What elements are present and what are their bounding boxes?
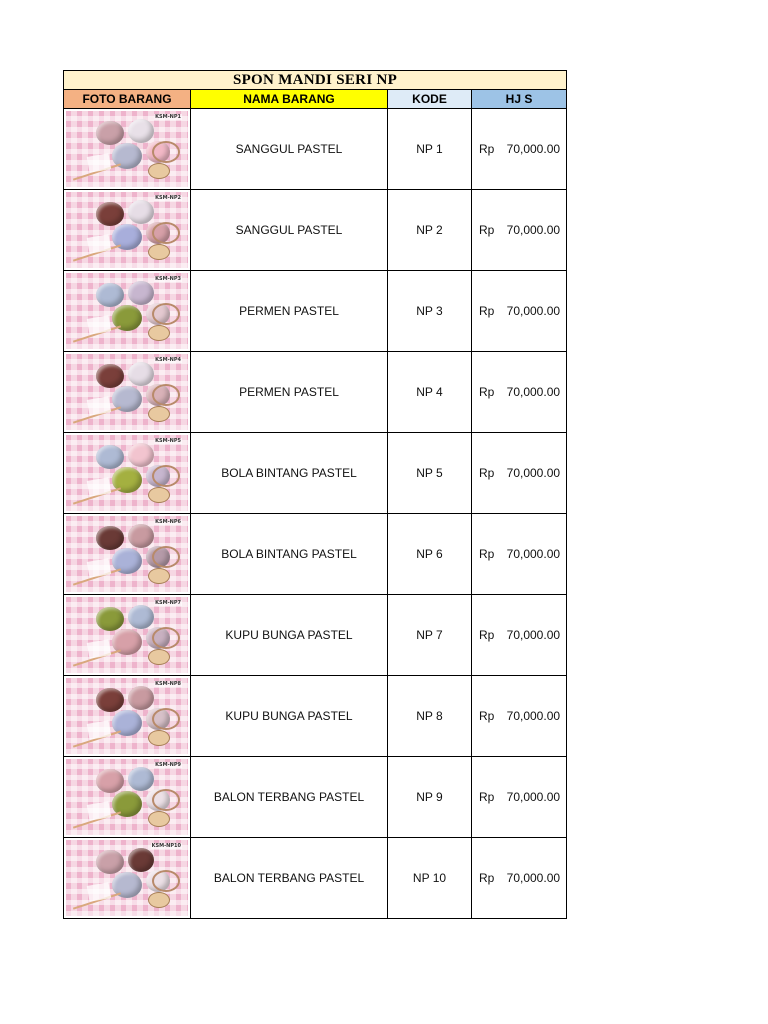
product-code-tag: KSM-NP7 bbox=[155, 600, 181, 606]
product-price bbox=[472, 676, 567, 757]
currency-label: Rp bbox=[479, 709, 495, 723]
sponge-ball-2 bbox=[128, 281, 154, 305]
label-card bbox=[148, 244, 170, 260]
product-photo-cell bbox=[64, 514, 191, 595]
product-code-tag: KSM-NP9 bbox=[155, 762, 181, 768]
product-price bbox=[472, 109, 567, 190]
sponge-ball-2 bbox=[128, 605, 154, 629]
product-photo bbox=[66, 516, 188, 592]
sponge-ball-1 bbox=[96, 850, 124, 874]
product-price bbox=[472, 514, 567, 595]
product-name: KUPU BUNGA PASTEL bbox=[191, 676, 388, 757]
product-name: PERMEN PASTEL bbox=[191, 352, 388, 433]
product-code-tag: KSM-NP8 bbox=[155, 681, 181, 687]
currency-label: Rp bbox=[479, 466, 495, 480]
table-row bbox=[64, 190, 567, 271]
product-code-tag: KSM-NP3 bbox=[155, 276, 181, 282]
sponge-ball-2 bbox=[128, 362, 154, 386]
product-code-tag: KSM-NP5 bbox=[155, 438, 181, 444]
table-row bbox=[64, 352, 567, 433]
product-photo bbox=[66, 192, 188, 268]
sponge-ball-2 bbox=[128, 524, 154, 548]
product-photo-cell bbox=[64, 595, 191, 676]
currency-label: Rp bbox=[479, 223, 495, 237]
label-card bbox=[148, 406, 170, 422]
product-photo bbox=[66, 678, 188, 754]
product-photo-cell bbox=[64, 271, 191, 352]
price-value: 70,000.00 bbox=[506, 871, 561, 885]
product-code: NP 6 bbox=[388, 514, 472, 595]
price-value: 70,000.00 bbox=[506, 385, 561, 399]
header-hj-s: HJ S bbox=[472, 90, 567, 109]
product-photo-cell bbox=[64, 433, 191, 514]
product-photo bbox=[66, 111, 188, 187]
product-price bbox=[472, 433, 567, 514]
sheet-title: SPON MANDI SERI NP bbox=[64, 71, 567, 90]
product-code: NP 8 bbox=[388, 676, 472, 757]
sponge-ball-1 bbox=[96, 769, 124, 793]
gift-bag bbox=[87, 639, 111, 659]
product-price bbox=[472, 271, 567, 352]
table-row bbox=[64, 271, 567, 352]
ring-handle bbox=[152, 870, 180, 892]
product-photo bbox=[66, 597, 188, 673]
ring-handle bbox=[152, 303, 180, 325]
ring-handle bbox=[152, 141, 180, 163]
currency-label: Rp bbox=[479, 142, 495, 156]
label-card bbox=[148, 730, 170, 746]
price-value: 70,000.00 bbox=[506, 790, 561, 804]
sponge-ball-1 bbox=[96, 445, 124, 469]
gift-bag bbox=[87, 396, 111, 416]
label-card bbox=[148, 649, 170, 665]
sponge-ball-1 bbox=[96, 688, 124, 712]
gift-bag bbox=[87, 882, 111, 902]
sponge-ball-2 bbox=[128, 767, 154, 791]
product-code: NP 3 bbox=[388, 271, 472, 352]
label-card bbox=[148, 811, 170, 827]
product-code-tag: KSM-NP2 bbox=[155, 195, 181, 201]
table-row bbox=[64, 109, 567, 190]
ring-handle bbox=[152, 384, 180, 406]
product-code: NP 4 bbox=[388, 352, 472, 433]
product-photo bbox=[66, 840, 188, 916]
sponge-ball-2 bbox=[128, 200, 154, 224]
table-row bbox=[64, 676, 567, 757]
product-photo bbox=[66, 273, 188, 349]
product-code-tag: KSM-NP6 bbox=[155, 519, 181, 525]
product-code: NP 2 bbox=[388, 190, 472, 271]
sponge-ball-2 bbox=[128, 443, 154, 467]
product-price bbox=[472, 190, 567, 271]
table-row bbox=[64, 757, 567, 838]
label-card bbox=[148, 163, 170, 179]
ring-handle bbox=[152, 708, 180, 730]
product-code: NP 7 bbox=[388, 595, 472, 676]
product-code: NP 10 bbox=[388, 838, 472, 919]
header-foto-barang: FOTO BARANG bbox=[64, 90, 191, 109]
product-photo-cell bbox=[64, 109, 191, 190]
gift-bag bbox=[87, 477, 111, 497]
product-name: PERMEN PASTEL bbox=[191, 271, 388, 352]
header-nama-barang: NAMA BARANG bbox=[191, 90, 388, 109]
product-name: BOLA BINTANG PASTEL bbox=[191, 514, 388, 595]
sponge-ball-2 bbox=[128, 848, 154, 872]
table-row bbox=[64, 514, 567, 595]
product-price bbox=[472, 757, 567, 838]
currency-label: Rp bbox=[479, 304, 495, 318]
price-value: 70,000.00 bbox=[506, 709, 561, 723]
gift-bag bbox=[87, 801, 111, 821]
product-code-tag: KSM-NP10 bbox=[151, 843, 181, 849]
label-card bbox=[148, 487, 170, 503]
currency-label: Rp bbox=[479, 547, 495, 561]
price-value: 70,000.00 bbox=[506, 142, 561, 156]
currency-label: Rp bbox=[479, 871, 495, 885]
price-value: 70,000.00 bbox=[506, 628, 561, 642]
gift-bag bbox=[87, 315, 111, 335]
currency-label: Rp bbox=[479, 385, 495, 399]
product-photo-cell bbox=[64, 352, 191, 433]
table-row bbox=[64, 595, 567, 676]
gift-bag bbox=[87, 558, 111, 578]
table-row bbox=[64, 838, 567, 919]
product-code-tag: KSM-NP1 bbox=[155, 114, 181, 120]
product-name: SANGGUL PASTEL bbox=[191, 190, 388, 271]
product-table bbox=[63, 70, 567, 919]
product-price bbox=[472, 352, 567, 433]
currency-label: Rp bbox=[479, 628, 495, 642]
ring-handle bbox=[152, 222, 180, 244]
product-photo bbox=[66, 435, 188, 511]
sponge-ball-1 bbox=[96, 283, 124, 307]
sponge-ball-1 bbox=[96, 526, 124, 550]
product-name: BALON TERBANG PASTEL bbox=[191, 838, 388, 919]
gift-bag bbox=[87, 153, 111, 173]
price-value: 70,000.00 bbox=[506, 304, 561, 318]
product-name: BALON TERBANG PASTEL bbox=[191, 757, 388, 838]
sponge-ball-1 bbox=[96, 202, 124, 226]
sponge-ball-1 bbox=[96, 607, 124, 631]
product-name: SANGGUL PASTEL bbox=[191, 109, 388, 190]
product-photo-cell bbox=[64, 757, 191, 838]
price-value: 70,000.00 bbox=[506, 223, 561, 237]
gift-bag bbox=[87, 234, 111, 254]
label-card bbox=[148, 892, 170, 908]
sponge-ball-1 bbox=[96, 121, 124, 145]
product-code: NP 5 bbox=[388, 433, 472, 514]
price-value: 70,000.00 bbox=[506, 466, 561, 480]
product-name: BOLA BINTANG PASTEL bbox=[191, 433, 388, 514]
product-photo bbox=[66, 759, 188, 835]
header-kode: KODE bbox=[388, 90, 472, 109]
product-name: KUPU BUNGA PASTEL bbox=[191, 595, 388, 676]
product-photo-cell bbox=[64, 676, 191, 757]
product-code: NP 1 bbox=[388, 109, 472, 190]
ring-handle bbox=[152, 546, 180, 568]
product-price bbox=[472, 838, 567, 919]
gift-bag bbox=[87, 720, 111, 740]
sponge-ball-1 bbox=[96, 364, 124, 388]
product-price bbox=[472, 595, 567, 676]
ring-handle bbox=[152, 789, 180, 811]
label-card bbox=[148, 568, 170, 584]
product-photo-cell bbox=[64, 190, 191, 271]
price-value: 70,000.00 bbox=[506, 547, 561, 561]
ring-handle bbox=[152, 627, 180, 649]
sponge-ball-2 bbox=[128, 686, 154, 710]
product-code-tag: KSM-NP4 bbox=[155, 357, 181, 363]
product-photo-cell bbox=[64, 838, 191, 919]
product-photo bbox=[66, 354, 188, 430]
sponge-ball-2 bbox=[128, 119, 154, 143]
label-card bbox=[148, 325, 170, 341]
ring-handle bbox=[152, 465, 180, 487]
product-code: NP 9 bbox=[388, 757, 472, 838]
currency-label: Rp bbox=[479, 790, 495, 804]
table-row bbox=[64, 433, 567, 514]
